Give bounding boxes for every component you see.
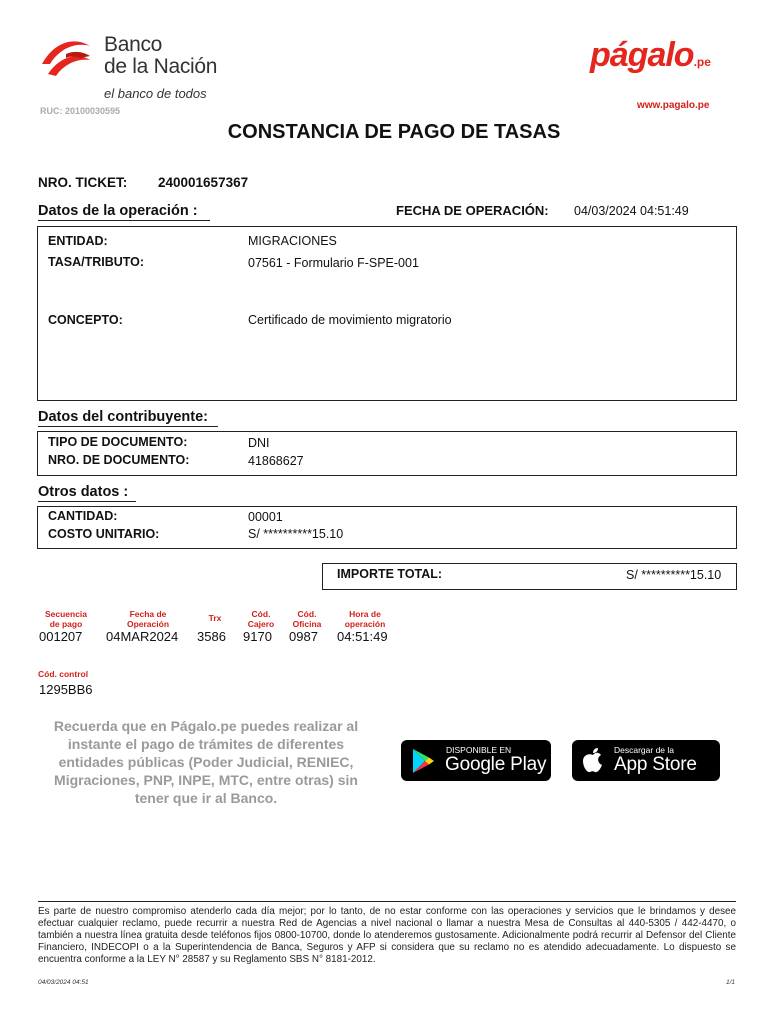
bank-name-line1: Banco [104, 33, 163, 56]
cajero-value: 9170 [243, 629, 272, 644]
oficina-value: 0987 [289, 629, 318, 644]
fecha-op-value: 04MAR2024 [106, 629, 179, 644]
disclaimer-text: Es parte de nuestro compromiso atenderlo cada día mejor; por lo tanto, de no estar conforme con las operaciones y servicios que le brindamos y desee efectuar cualquier reclamo, puede recurrir a nuestra Red de Agencias a nivel nacional o llamar a nuestra Mesa de Consultas al 440-5305 / 442-4470, o también a nuestra línea gratuita desde teléfonos fijos 0800-10700, donde lo atenderemos gustosamente. Adicionalmente podrá recurrir al Defensor del Cliente Financiero, INDECOPI o a la Superintendencia de Banca, Seguros y AFP si considera que su reclamo no es atendido adecuadamente. Lo dispuesto se encuentra conforme a la LEY N° 28587 y su Reglamento SBS N° 8181-2012. [38, 906, 736, 965]
trx-label: Trx [208, 613, 222, 623]
total-value: S/ **********15.10 [626, 568, 722, 582]
contributor-section-title: Datos del contribuyente: [38, 409, 218, 427]
doc-type-label: TIPO DE DOCUMENTO: [48, 435, 188, 449]
page-title: CONSTANCIA DE PAGO DE TASAS [227, 121, 561, 143]
ticket-value: 240001657367 [158, 175, 249, 190]
fecha-op-label-line2: Operación [126, 618, 170, 629]
oficina-label-line1: Cód. [297, 609, 317, 619]
banco-nacion-logo-icon [40, 34, 92, 78]
control-label: Cód. control [38, 669, 89, 679]
apple-icon [581, 747, 605, 775]
ticket-label: NRO. TICKET: [38, 175, 128, 190]
costo-value: S/ **********15.10 [248, 527, 344, 541]
secuencia-value: 001207 [39, 629, 83, 644]
pagalo-suffix: .pe [693, 55, 711, 69]
print-date: 04/03/2024 04:51 [38, 979, 89, 986]
total-label: IMPORTE TOTAL: [337, 567, 443, 581]
secuencia-label-line1: Secuencia [44, 609, 88, 619]
pagalo-url-link[interactable]: www.pagalo.pe [637, 100, 710, 111]
app-store-button[interactable] [572, 740, 720, 781]
bank-tagline: el banco de todos [104, 86, 207, 101]
pagalo-brand: págalo [590, 36, 694, 74]
other-section-title: Otros datos : [38, 484, 136, 502]
cajero-label-line2: Cajero [247, 618, 275, 629]
tasa-label: TASA/TRIBUTO: [48, 255, 145, 269]
hora-value: 04:51:49 [337, 629, 388, 644]
oficina-label-line2: Oficina [292, 618, 322, 629]
oficina-label [287, 610, 327, 629]
bank-name [104, 34, 217, 78]
page-number: 1/1 [726, 979, 736, 986]
promo-text: Recuerda que en Págalo.pe puedes realizar al instante el pago de trámites de diferentes entidades públicas (Poder Judicial, RENIEC, Migraciones, PNP, INPE, MTC, entre otras) sin tener que ir al Banco. [53, 718, 359, 806]
fecha-op-label-line1: Fecha de [129, 609, 167, 619]
operation-date-value: 04/03/2024 04:51:49 [574, 204, 689, 218]
google-play-icon [411, 748, 435, 774]
bank-name-line2: de la Nación [104, 55, 218, 78]
secuencia-label-line2: de pago [49, 618, 83, 629]
control-value: 1295BB6 [39, 682, 93, 697]
app-store-big-text: App Store [614, 754, 697, 775]
app-store-small-text: Descargar de la [614, 745, 675, 755]
doc-number-label: NRO. DE DOCUMENTO: [48, 453, 190, 467]
hora-label [336, 610, 394, 629]
cajero-label [242, 610, 280, 629]
cantidad-value: 00001 [248, 510, 283, 524]
google-play-small-text: DISPONIBLE EN [446, 745, 512, 755]
fecha-op-label [112, 610, 184, 629]
cajero-label-line1: Cód. [251, 609, 271, 619]
footer-divider [38, 901, 736, 902]
google-play-big-text: Google Play [445, 754, 547, 775]
operation-date-label: FECHA DE OPERACIÓN: [396, 203, 549, 218]
concepto-value: Certificado de movimiento migratorio [248, 313, 452, 327]
hora-label-line2: operación [344, 618, 386, 629]
doc-number-value: 41868627 [248, 454, 304, 468]
cantidad-label: CANTIDAD: [48, 509, 118, 523]
concepto-label: CONCEPTO: [48, 313, 123, 327]
costo-label: COSTO UNITARIO: [48, 527, 160, 541]
google-play-button[interactable] [401, 740, 551, 781]
pagalo-logo [590, 36, 711, 75]
entidad-label: ENTIDAD: [48, 234, 108, 248]
ruc-number: RUC: 20100030595 [40, 106, 121, 116]
tasa-value: 07561 - Formulario F-SPE-001 [248, 256, 419, 270]
doc-type-value: DNI [248, 436, 270, 450]
entidad-value: MIGRACIONES [248, 234, 337, 248]
operation-section-title: Datos de la operación : [38, 203, 210, 221]
trx-value: 3586 [197, 629, 226, 644]
hora-label-line1: Hora de [349, 609, 381, 619]
secuencia-label [36, 610, 96, 629]
